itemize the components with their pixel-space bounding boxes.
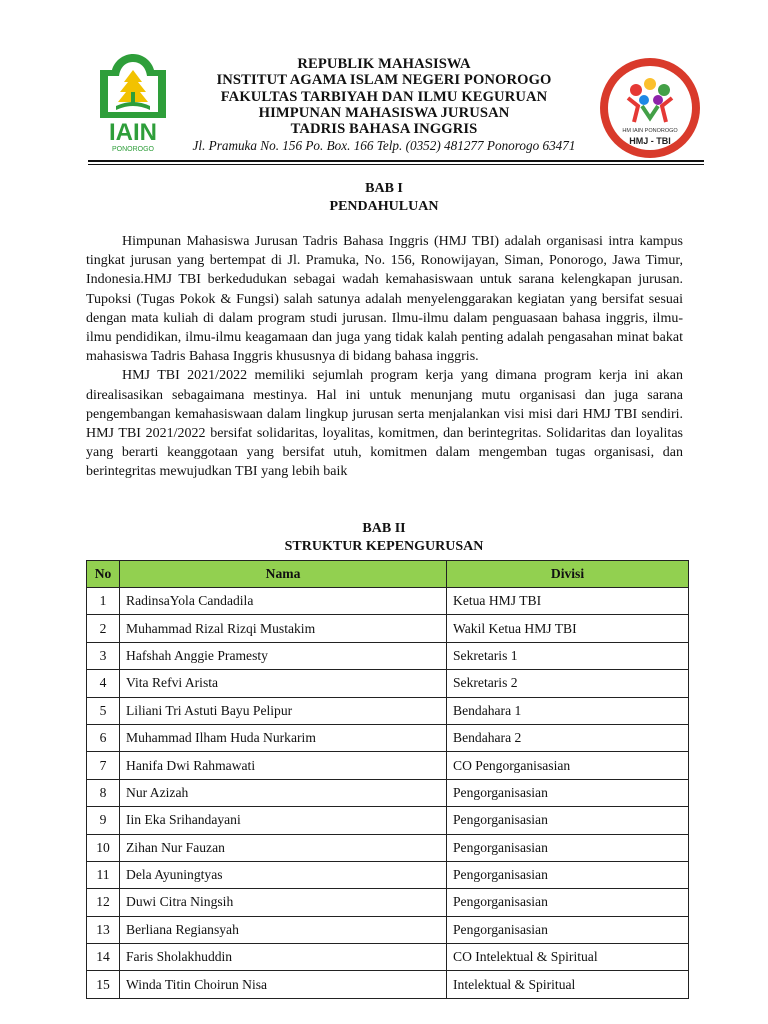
table-row [87,861,689,888]
letterhead-line-1: REPUBLIK MAHASISWA [297,56,471,72]
letterhead [0,0,768,165]
table-row [87,807,689,834]
table-row [87,779,689,806]
cell-no: 8 [87,779,120,806]
cell-no: 5 [87,697,120,724]
table-row [87,752,689,779]
cell-no: 11 [87,861,120,888]
cell-divisi: Pengorganisasian [447,916,689,943]
cell-divisi: Ketua HMJ TBI [447,588,689,615]
cell-divisi: Pengorganisasian [447,779,689,806]
cell-nama: Iin Eka Srihandayani [120,807,447,834]
cell-nama: RadinsaYola Candadila [120,588,447,615]
cell-no: 10 [87,834,120,861]
table-row [87,588,689,615]
bab1-body [86,232,683,482]
table-row [87,889,689,916]
table-header-row [87,561,689,588]
table-row [87,615,689,642]
logo-left-subtext: PONOROGO [111,146,155,153]
bab1-subtitle: PENDAHULUAN [329,199,439,214]
cell-nama: Liliani Tri Astuti Bayu Pelipur [120,697,447,724]
cell-divisi: Sekretaris 2 [447,670,689,697]
cell-no: 1 [87,588,120,615]
cell-nama: Vita Refvi Arista [120,670,447,697]
cell-divisi: CO Pengorganisasian [447,752,689,779]
column-header-divisi: Divisi [447,561,689,588]
table-row [87,834,689,861]
cell-divisi: Sekretaris 1 [447,642,689,669]
column-header-nama: Nama [120,561,447,588]
cell-no: 15 [87,971,120,998]
struktur-table [86,560,689,999]
cell-no: 3 [87,642,120,669]
bab2-subtitle: STRUKTUR KEPENGURUSAN [284,539,484,554]
cell-nama: Winda Titin Choirun Nisa [120,971,447,998]
iain-ponorogo-logo-icon [92,52,174,154]
cell-no: 2 [87,615,120,642]
cell-divisi: Wakil Ketua HMJ TBI [447,615,689,642]
cell-nama: Nur Azizah [120,779,447,806]
cell-no: 6 [87,724,120,751]
logo-right-subtext: HM IAIN PONOROGO [622,128,678,134]
cell-divisi: Bendahara 2 [447,724,689,751]
letterhead-line-3: FAKULTAS TARBIYAH DAN ILMU KEGURUAN [220,88,548,105]
letterhead-address: Jl. Pramuka No. 156 Po. Box. 166 Telp. (0352) 481277 Ponorogo 63471 [192,138,576,154]
table-row [87,971,689,998]
cell-no: 4 [87,670,120,697]
cell-no: 7 [87,752,120,779]
cell-divisi: Pengorganisasian [447,807,689,834]
cell-divisi: Pengorganisasian [447,889,689,916]
bab1-paragraph-2: HMJ TBI 2021/2022 memiliki sejumlah program kerja yang dimana program kerja ini akan direalisasikan sebagaimana mestinya. Hal ini untuk menunjang mutu organisasi dan juga sarana pengembangan kemahasiswaan dalam lingkup jurusan serta menjalankan visi misi dari HMJ TBI sendiri. HMJ TBI 2021/2022 bersifat solidaritas, loyalitas, komitmen, dan berintegritas. Solidaritas dan loyalitas yang berarti keanggotaan yang bersifat utuh, komitmen dalam mengemban tugas organisasi, dan berintegritas mewujudkan TBI yang lebih baik [86,368,683,480]
cell-divisi: Pengorganisasian [447,861,689,888]
letterhead-rule-thin [88,164,704,165]
bab1-paragraph-1: Himpunan Mahasiswa Jurusan Tadris Bahasa Inggris (HMJ TBI) adalah organisasi intra kampus tingkat jurusan yang bertempat di Jl. Pramuka, No. 156, Ronowijayan, Siman, Ponorogo, Jawa Timur, Indonesia.HMJ TBI berkedudukan sebagai wadah kemahasiswaan untuk sarana kelengkapan jurusan. Tupoksi (Tugas Pokok & Fungsi) salah satunya adalah menyelenggarakan kegiatan yang bersifat sesuai dengan mata kuliah di dalam program studi jurusan. Ilmu-ilmu dalam penguasaan bahasa inggris, ilmu-ilmu pendidikan, ilmu-ilmu keagamaan dan juga yang tidak kalah penting adalah pengasahan minat bakat mahasiswa Tadris Bahasa Inggris khususnya di bidang bahasa inggris. [86,234,683,365]
letterhead-line-5: TADRIS BAHASA INGGRIS [290,121,478,138]
cell-nama: Dela Ayuningtyas [120,861,447,888]
letterhead-line-4: HIMPUNAN MAHASISWA JURUSAN [258,104,510,121]
cell-nama: Muhammad Rizal Rizqi Mustakim [120,615,447,642]
logo-left-text: IAIN [109,119,157,146]
cell-divisi: Intelektual & Spiritual [447,971,689,998]
cell-divisi: Bendahara 1 [447,697,689,724]
column-header-no: No [87,561,120,588]
cell-nama: Berliana Regiansyah [120,916,447,943]
cell-nama: Hanifa Dwi Rahmawati [120,752,447,779]
table-row [87,724,689,751]
letterhead-line-2: INSTITUT AGAMA ISLAM NEGERI PONOROGO [216,72,552,89]
logo-right-text: HMJ - TBI [629,136,671,146]
letterhead-rule-thick [88,160,704,162]
table-row [87,944,689,971]
table-body [87,588,689,999]
cell-divisi: CO Intelektual & Spiritual [447,944,689,971]
cell-no: 13 [87,916,120,943]
cell-nama: Faris Sholakhuddin [120,944,447,971]
table-row [87,697,689,724]
cell-no: 12 [87,889,120,916]
bab1-title: BAB I [365,181,403,196]
cell-no: 14 [87,944,120,971]
cell-nama: Hafshah Anggie Pramesty [120,642,447,669]
cell-nama: Zihan Nur Fauzan [120,834,447,861]
letterhead-text [170,56,598,154]
cell-no: 9 [87,807,120,834]
cell-nama: Duwi Citra Ningsih [120,889,447,916]
cell-nama: Muhammad Ilham Huda Nurkarim [120,724,447,751]
table-row [87,670,689,697]
cell-divisi: Pengorganisasian [447,834,689,861]
table-row [87,916,689,943]
table-row [87,642,689,669]
bab2-title: BAB II [362,521,406,536]
hmj-tbi-emblem-icon [598,56,702,160]
